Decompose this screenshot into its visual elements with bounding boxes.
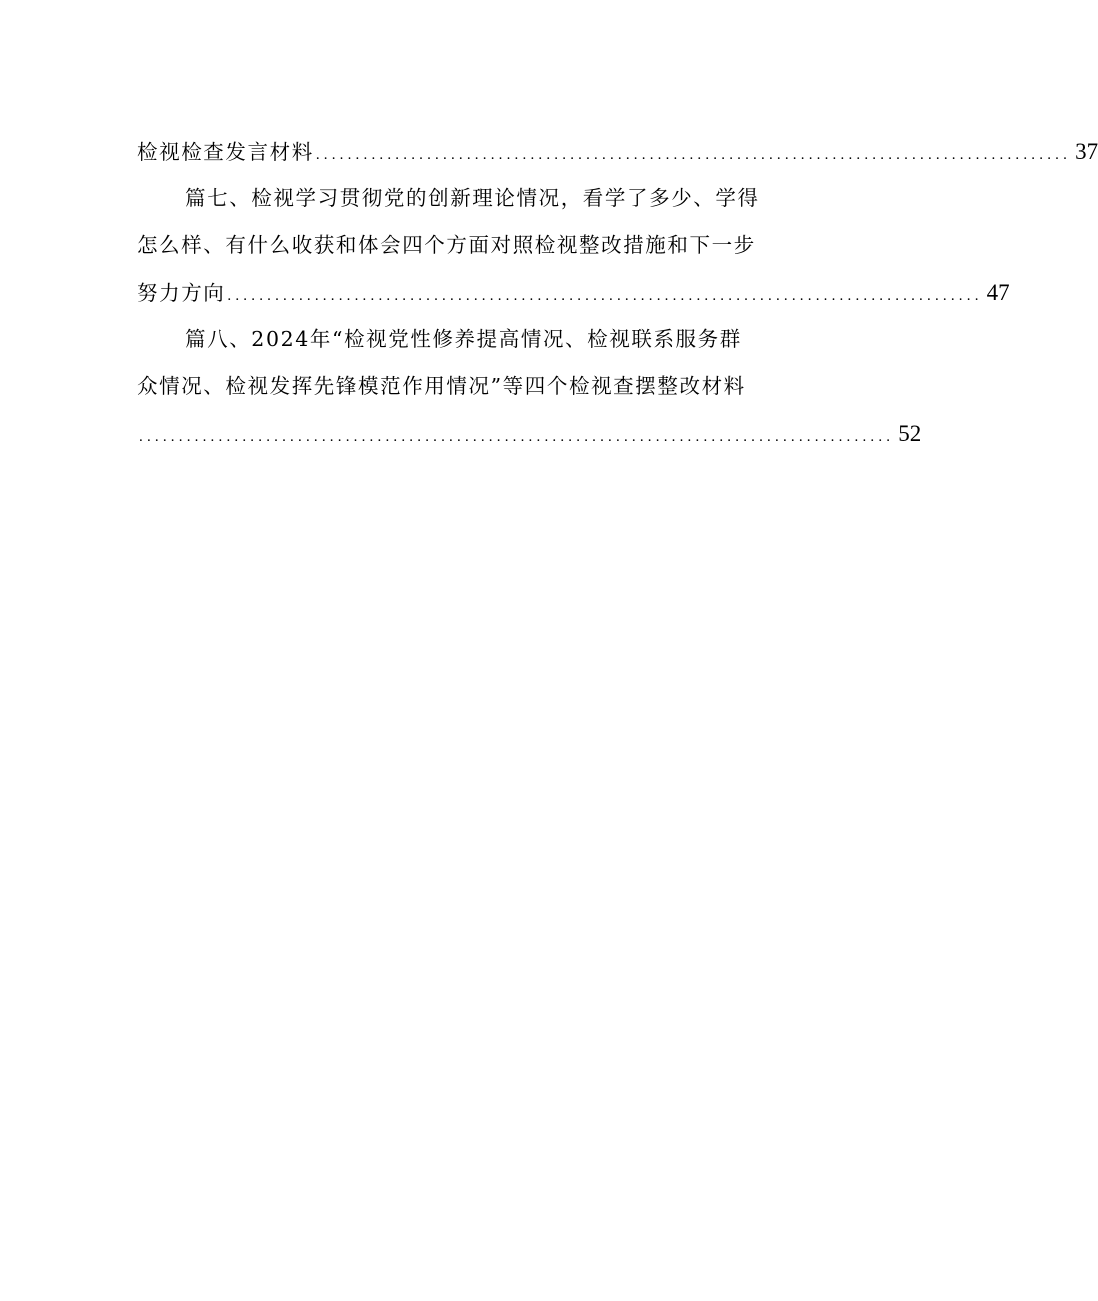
toc-page-number: 47	[986, 280, 1010, 305]
toc-entry-8-line-1[interactable]: 篇八、2024年“检视党性修养提高情况、检视联系服务群	[185, 327, 742, 351]
table-of-contents	[137, 128, 1098, 457]
toc-entry-text: 努力方向	[137, 281, 226, 305]
dot-leader: ...............................................................................................	[227, 288, 983, 304]
toc-entry-8-line-3[interactable]	[137, 410, 922, 457]
toc-page-number: 52	[898, 421, 922, 446]
toc-entry-7-line-2[interactable]: 怎么样、有什么收获和体会四个方面对照检视整改措施和下一步	[137, 233, 756, 257]
toc-entry-8-line-2[interactable]: 众情况、检视发挥先锋模范作用情况”等四个检视查摆整改材料	[137, 374, 746, 398]
toc-entry-text: 检视检查发言材料	[137, 140, 314, 164]
toc-page-number: 37	[1075, 139, 1098, 164]
dot-leader: ...............................................................................................	[315, 147, 1072, 163]
dot-leader: ...............................................................................................	[139, 429, 895, 445]
toc-entry-7-line-3[interactable]	[137, 269, 1010, 316]
toc-entry-previous[interactable]	[137, 128, 1098, 175]
toc-entry-7-line-1[interactable]: 篇七、检视学习贯彻党的创新理论情况，看学了多少、学得	[185, 186, 760, 210]
